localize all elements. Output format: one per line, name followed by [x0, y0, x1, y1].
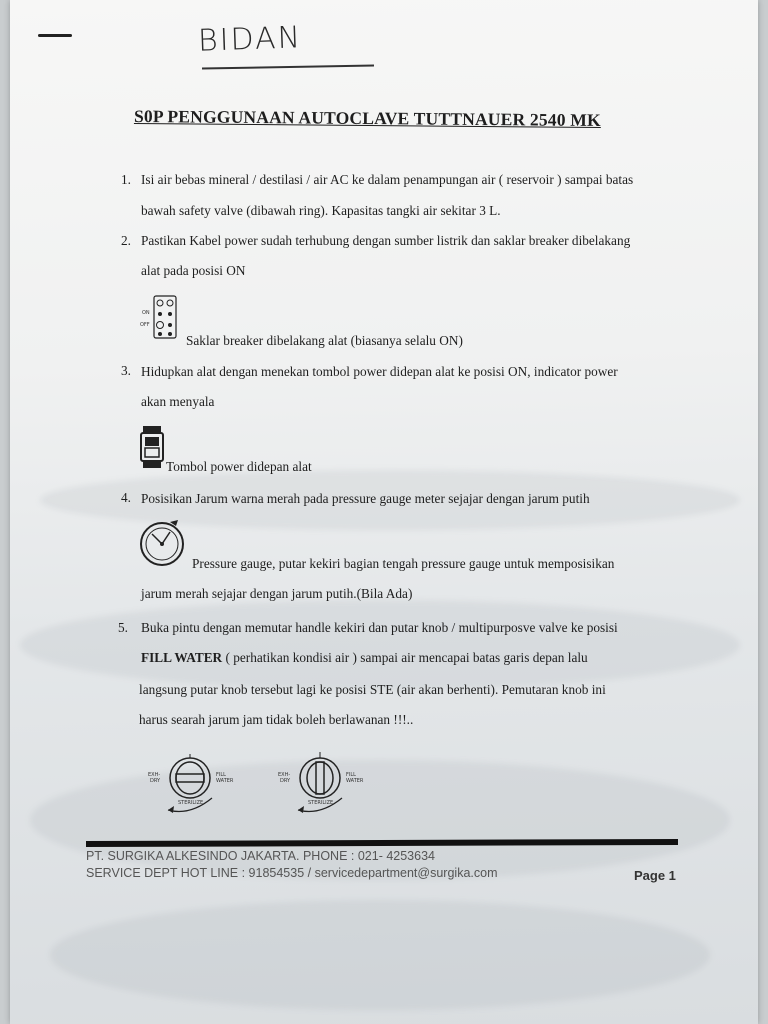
icon-caption: Tombol power didepan alat: [166, 459, 312, 474]
step-text: Buka pintu dengan memutar handle kekiri dan putar knob / multipurposve valve ke posisi: [141, 620, 618, 635]
breaker-off-label: OFF: [140, 322, 150, 328]
knob-label-fill: FILL: [216, 772, 226, 778]
step-text-rest: ( perhatikan kondisi air ) sampai air mencapai batas garis depan lalu: [222, 650, 588, 665]
step-text: Isi air bebas mineral / destilasi / air AC ke dalam penampungan air ( reservoir ) sampai batas: [141, 172, 634, 187]
step-text: Pastikan Kabel power sudah terhubung dengan sumber listrik dan saklar breaker dibelakang: [141, 233, 631, 248]
icon-caption: Pressure gauge, putar kekiri bagian tengah pressure gauge untuk memposisikan: [192, 556, 615, 571]
fill-water-label: FILL WATER: [141, 650, 223, 665]
knob-label-dry: DRY: [280, 778, 291, 784]
paper-crease: [20, 600, 740, 690]
step-text: bawah safety valve (dibawah ring). Kapasitas tangki air sekitar 3 L.: [141, 203, 501, 218]
step-text: langsung putar knob tersebut lagi ke posisi STE (air akan berhenti). Pemutaran knob ini: [139, 682, 606, 697]
step-number: 3.: [121, 363, 131, 378]
knob-label-exh: EXH-: [278, 772, 291, 778]
step-text: alat pada posisi ON: [141, 263, 246, 278]
breaker-switch-icon: [140, 294, 182, 342]
pen-mark: [38, 34, 72, 37]
footer-company: PT. SURGIKA ALKESINDO JAKARTA. PHONE : 021- 4253634: [86, 849, 435, 863]
icon-caption: Saklar breaker dibelakang alat (biasanya selalu ON): [186, 333, 463, 348]
step-text: harus searah jarum jam tidak boleh berlawanan !!!..: [139, 712, 414, 727]
knob-label-water: WATER: [346, 778, 364, 784]
power-button-icon: [138, 425, 166, 471]
knob-label-water: WATER: [216, 778, 234, 784]
paper-crease: [50, 900, 710, 1010]
document-title: S0P PENGGUNAAN AUTOCLAVE TUTTNAUER 2540 MK: [133, 105, 601, 131]
knob-label-sterilize: STERILIZE: [308, 800, 334, 806]
knob-label-dry: DRY: [150, 778, 161, 784]
step-number: 1.: [121, 172, 131, 187]
step-number: 2.: [121, 233, 131, 248]
page-number: Page 1: [634, 868, 676, 883]
handwritten-note: BIDAN: [197, 20, 303, 59]
step-number: 5.: [118, 620, 128, 635]
step-text: Hidupkan alat dengan menekan tombol power didepan alat ke posisi ON, indicator power: [141, 364, 618, 379]
knob-label-fill: FILL: [346, 772, 356, 778]
pressure-gauge-icon: [138, 516, 190, 568]
knob-label-sterilize: STERILIZE: [178, 800, 204, 806]
step-text: Posisikan Jarum warna merah pada pressure gauge meter sejajar dengan jarum putih: [141, 491, 590, 506]
icon-caption: jarum merah sejajar dengan jarum putih.(Bila Ada): [141, 586, 413, 601]
footer-service: SERVICE DEPT HOT LINE : 91854535 / servicedepartment@surgika.com: [86, 866, 498, 880]
breaker-on-label: ON: [142, 310, 150, 316]
step-number: 4.: [121, 490, 131, 505]
knob-position-ste-diagram: [270, 746, 370, 816]
knob-position-fill-diagram: [140, 746, 240, 816]
step-text: akan menyala: [141, 394, 215, 409]
step-text: [141, 650, 588, 666]
knob-label-exh: EXH-: [148, 772, 161, 778]
